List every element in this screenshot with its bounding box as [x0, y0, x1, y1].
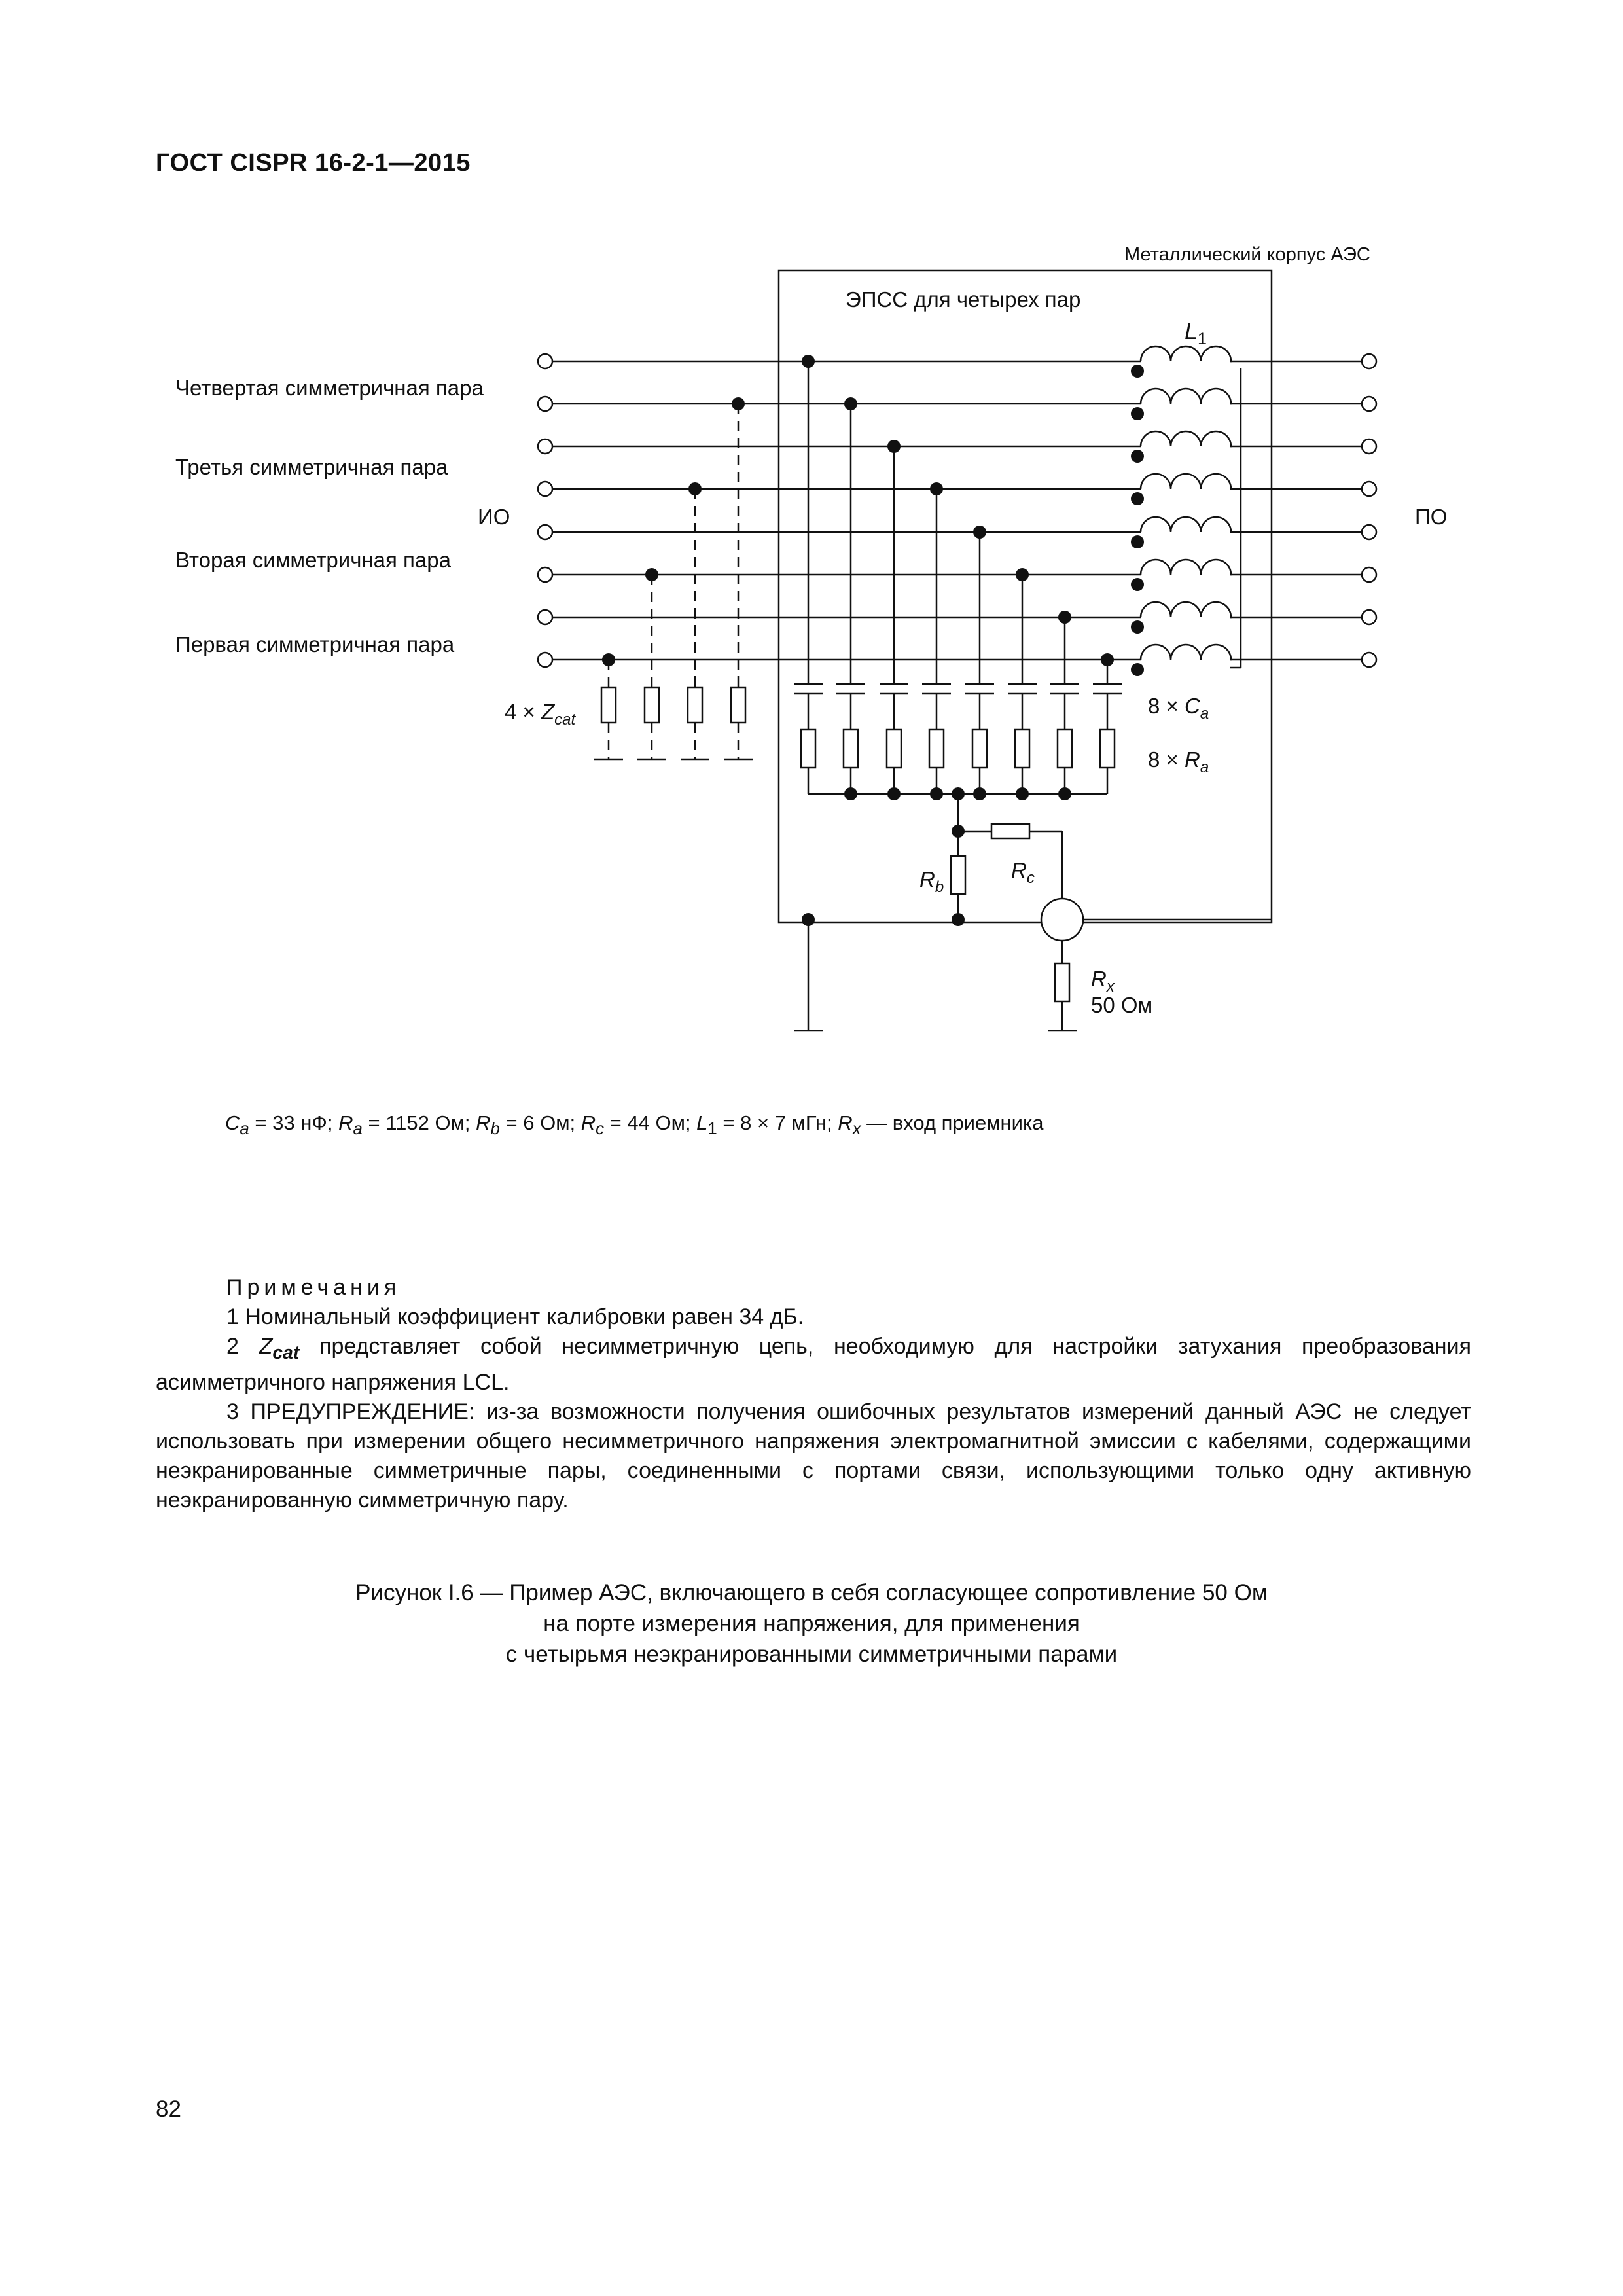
bus-dot	[887, 787, 901, 800]
ra-resistor	[1058, 730, 1072, 768]
pair-label-4: Четвертая симметричная пара	[175, 376, 484, 400]
notes-section	[156, 1273, 1471, 1515]
ra-resistor	[1015, 730, 1029, 768]
bus-dot	[952, 787, 965, 800]
ra-resistor	[801, 730, 815, 768]
output-terminal	[1362, 567, 1376, 582]
inductor-coil	[1141, 346, 1231, 361]
notes-title: Примечания	[226, 1275, 401, 1300]
zcat-tap-dot	[645, 568, 658, 581]
tap-dot	[930, 482, 943, 495]
tap-dot	[887, 440, 901, 453]
zcat-resistor	[688, 687, 702, 723]
rb-resistor	[951, 856, 965, 894]
caption-line-2: на порте измерения напряжения, для применения	[543, 1611, 1080, 1636]
bus-dot	[1058, 787, 1071, 800]
output-terminal	[1362, 653, 1376, 667]
output-terminal	[1362, 354, 1376, 368]
inductor-coil	[1141, 517, 1231, 532]
ra-resistor	[1100, 730, 1115, 768]
bus-dot	[930, 787, 943, 800]
bus-dot	[1016, 787, 1029, 800]
rc-resistor	[991, 824, 1029, 838]
caption-line-3: с четырьмя неэкранированными симметричными парами	[505, 1641, 1118, 1667]
caption-line-1: Рисунок I.6 — Пример АЭС, включающего в себя согласующее сопротивление 50 Ом	[355, 1580, 1268, 1605]
circuit-schematic	[0, 0, 1623, 1113]
tap-dot	[1016, 568, 1029, 581]
component-legend: $C_a = 33$ нФ; $R_a = 1152$ Ом; $R_b = 6$ Ом; $R_c = 44$ Ом; $L_1 = 8 \times 7$ мГн; $R_x$ — вход приемника	[225, 1111, 1044, 1139]
input-terminal	[538, 397, 552, 411]
zcat-resistor	[601, 687, 616, 723]
ca-label: $8 \times C_a$	[1148, 694, 1209, 723]
rx-label: $R_x$	[1091, 967, 1115, 996]
coupling-dot	[1131, 535, 1144, 548]
inductor-coil	[1141, 474, 1231, 489]
tap-dot	[802, 355, 815, 368]
coupling-dot	[1131, 450, 1144, 463]
output-terminal	[1362, 397, 1376, 411]
pair-label-3: Третья симметричная пара	[175, 455, 448, 479]
zcat-label: $4 \times Z_{cat}$	[505, 700, 576, 728]
zcat-resistor	[731, 687, 745, 723]
bus-dot	[973, 787, 986, 800]
coupling-dot	[1131, 620, 1144, 634]
output-terminal	[1362, 482, 1376, 496]
rx-value-label: 50 Ом	[1091, 993, 1153, 1017]
document-header: ГОСТ CISPR 16-2-1—2015	[156, 149, 471, 177]
zcat-tap-dot	[732, 397, 745, 410]
coupling-dot	[1131, 407, 1144, 420]
enclosure-label: Металлический корпус АЭС	[1124, 244, 1370, 265]
coupling-dot	[1131, 663, 1144, 676]
zcat-resistor	[645, 687, 659, 723]
input-terminal	[538, 567, 552, 582]
pair-label-1: Первая симметричная пара	[175, 632, 455, 656]
output-terminal	[1362, 525, 1376, 539]
zcat-tap-dot	[688, 482, 702, 495]
receiver-port	[1041, 899, 1083, 941]
inductor-coil	[1141, 389, 1231, 404]
inductor-coil	[1141, 602, 1231, 617]
bus-dot	[844, 787, 857, 800]
output-terminal	[1362, 439, 1376, 454]
enclosure-ground-dot	[802, 913, 815, 926]
tap-dot	[1058, 611, 1071, 624]
input-terminal	[538, 653, 552, 667]
input-terminal	[538, 610, 552, 624]
inductor-coil	[1141, 431, 1231, 446]
note-1: 1 Номинальный коэффициент калибровки равен 34 дБ.	[226, 1304, 804, 1329]
coupling-dot	[1131, 578, 1144, 591]
coupling-dot	[1131, 492, 1144, 505]
note-3: 3 ПРЕДУПРЕЖДЕНИЕ: из-за возможности получения ошибочных результатов измерений данный АЭС не следует использовать при измерении общего несимметричного напряжения электромагнитной эмиссии с кабелями, содержащими неэкранированные симметричные пары, соединенными с портами связи, использующими только одну активную неэкранированную симметричную пару.	[156, 1399, 1471, 1513]
inductor-coil	[1141, 645, 1231, 660]
ra-label: $8 \times R_a$	[1148, 747, 1209, 776]
rb-ground-dot	[952, 913, 965, 926]
tap-dot	[973, 526, 986, 539]
rb-label: $R_b$	[919, 867, 944, 896]
ra-resistor	[887, 730, 901, 768]
ra-resistor	[844, 730, 858, 768]
left-port-label: ИО	[478, 505, 510, 529]
zcat-tap-dot	[602, 653, 615, 666]
rx-resistor	[1055, 963, 1069, 1001]
input-terminal	[538, 354, 552, 368]
figure-caption	[0, 1577, 1623, 1670]
input-terminal	[538, 439, 552, 454]
output-terminal	[1362, 610, 1376, 624]
tap-dot	[1101, 653, 1114, 666]
page-number: 82	[156, 2096, 181, 2122]
rb-junction-dot	[952, 825, 965, 838]
note-2: 2 $Z_{cat}$ представляет собой несимметричную цепь, необходимую для настройки затухания преобразования асимметричного напряжения LCL.	[156, 1334, 1471, 1395]
tap-dot	[844, 397, 857, 410]
coupling-dot	[1131, 365, 1144, 378]
ra-resistor	[972, 730, 987, 768]
pair-label-2: Вторая симметричная пара	[175, 548, 451, 572]
inductor-coil	[1141, 560, 1231, 575]
right-port-label: ПО	[1415, 505, 1448, 529]
l1-label: $L_1$	[1185, 317, 1207, 348]
rc-label: $R_c$	[1011, 858, 1035, 887]
block-label: ЭПСС для четырех пар	[846, 287, 1081, 312]
input-terminal	[538, 482, 552, 496]
ra-resistor	[929, 730, 944, 768]
input-terminal	[538, 525, 552, 539]
